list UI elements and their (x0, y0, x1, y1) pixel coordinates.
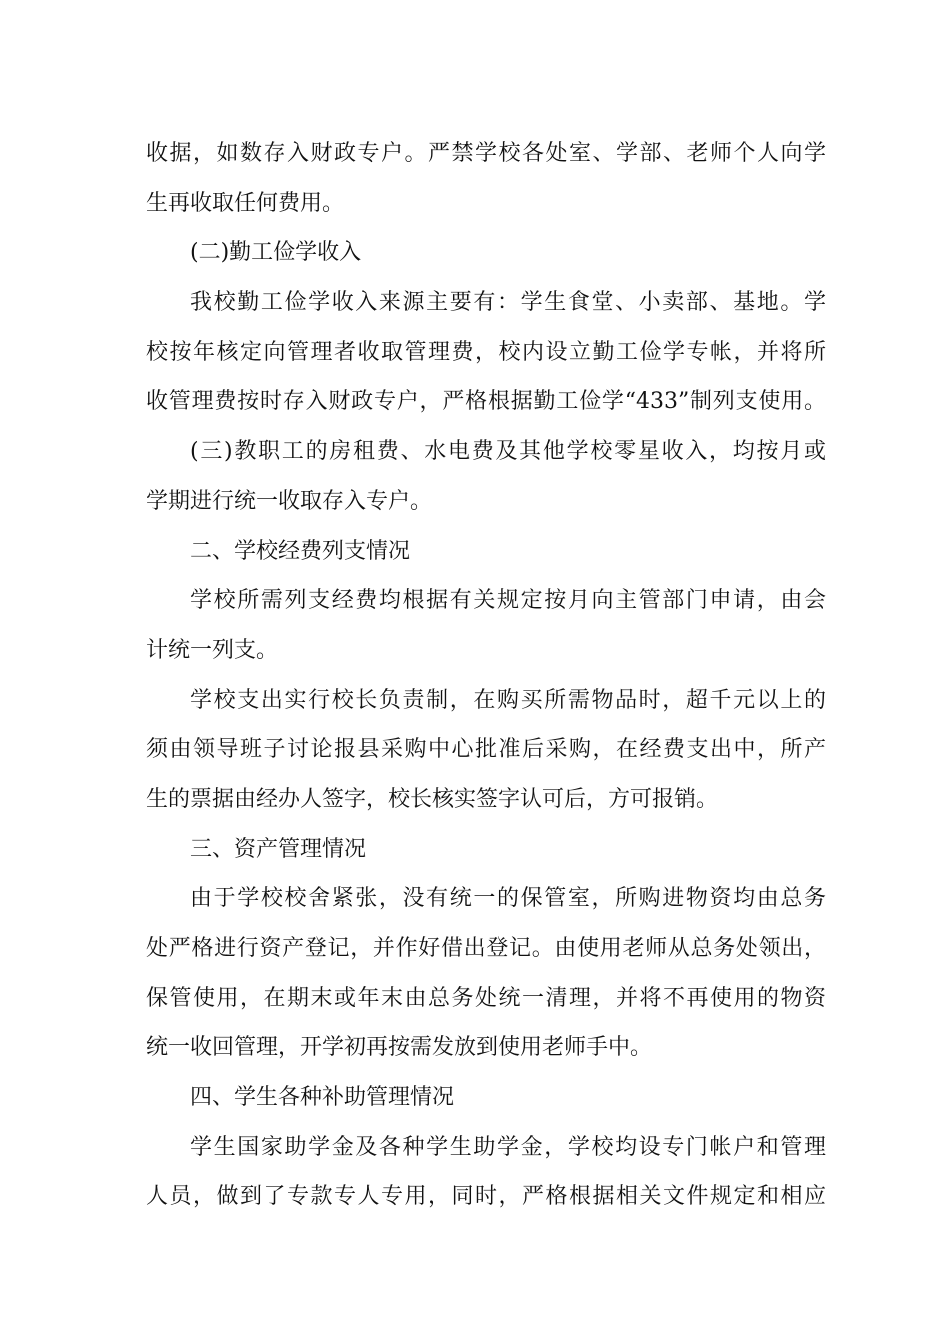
text-line-10: 学校所需列支经费均根据有关规定按月向主管部门申请，由会 (190, 588, 826, 614)
section-heading-asset-management: 三、资产管理情况 (190, 836, 367, 862)
text-line-18: 保管使用，在期末或年末由总务处统一清理，并将不再使用的物资 (146, 985, 826, 1011)
text-line-7: (三)教职工的房租费、水电费及其他学校零星收入，均按月或 (190, 439, 826, 465)
section-heading-student-subsidies: 四、学生各种补助管理情况 (190, 1085, 455, 1111)
text-line-8: 学期进行统一收取存入专户。 (146, 488, 433, 514)
text-line-6: 收管理费按时存入财政专户，严格根据勤工俭学“433”制列支使用。 (146, 389, 826, 415)
text-line-2: 生再收取任何费用。 (146, 190, 345, 216)
text-line-22: 人员，做到了专款专人专用，同时，严格根据相关文件规定和相应 (146, 1184, 826, 1210)
text-line-21: 学生国家助学金及各种学生助学金，学校均设专门帐户和管理 (190, 1134, 826, 1160)
text-line-19: 统一收回管理，开学初再按需发放到使用老师手中。 (146, 1035, 653, 1061)
text-line-13: 须由领导班子讨论报县采购中心批准后采购，在经费支出中，所产 (146, 737, 826, 763)
text-line-11: 计统一列支。 (146, 637, 279, 663)
section-heading-funds-expenditure: 二、学校经费列支情况 (190, 538, 411, 564)
text-line-5: 校按年核定向管理者收取管理费，校内设立勤工俭学专帐，并将所 (146, 339, 826, 365)
text-line-16: 由于学校校舍紧张，没有统一的保管室，所购进物资均由总务 (190, 886, 826, 912)
text-line-12: 学校支出实行校长负责制，在购买所需物品时，超千元以上的 (190, 687, 826, 713)
document-body (146, 129, 826, 1222)
text-line-4: 我校勤工俭学收入来源主要有：学生食堂、小卖部、基地。学 (190, 290, 826, 316)
text-line-14: 生的票据由经办人签字，校长核实签字认可后，方可报销。 (146, 786, 719, 812)
section-heading-work-study-income: (二)勤工俭学收入 (190, 240, 362, 266)
text-line-17: 处严格进行资产登记，并作好借出登记。由使用老师从总务处领出， (146, 936, 826, 961)
text-line-1: 收据，如数存入财政专户。严禁学校各处室、学部、老师个人向学 (146, 141, 826, 166)
